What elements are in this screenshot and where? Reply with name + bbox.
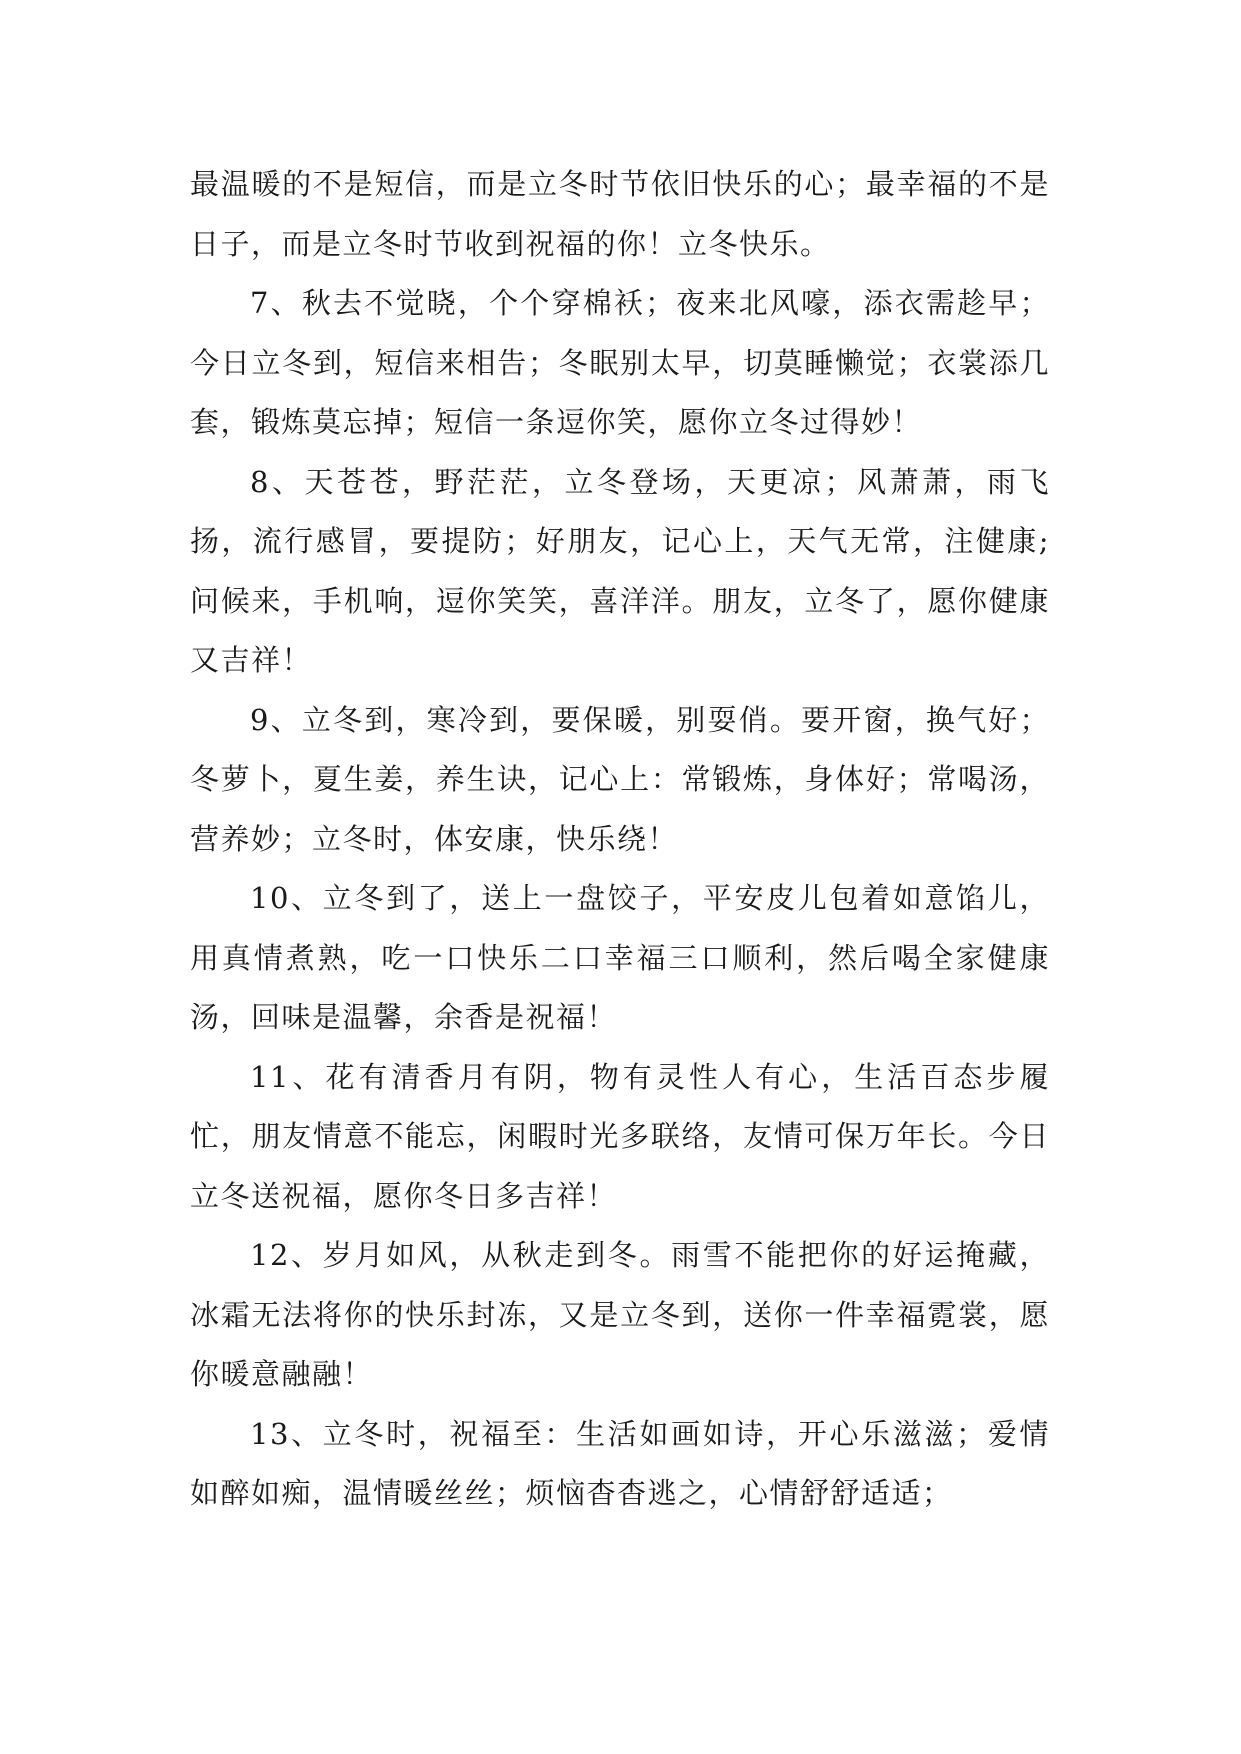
paragraph-item-8: 8、天苍苍，野茫茫，立冬登场，天更凉；风萧萧，雨飞扬，流行感冒，要提防；好朋友，记心上，天气无常，注健康;问候来，手机响，逗你笑笑，喜洋洋。朋友，立冬了，愿你健康又吉祥！ (190, 464, 1050, 677)
paragraph-item-7: 7、秋去不觉晓，个个穿棉袄；夜来北风嚎，添衣需趁早；今日立冬到，短信来相告；冬眠别太早，切莫睡懒觉；衣裳添几套，锻炼莫忘掉；短信一条逗你笑，愿你立冬过得妙！ (190, 286, 1050, 439)
paragraph-item-13: 13、立冬时，祝福至：生活如画如诗，开心乐滋滋；爱情如醉如痴，温情暖丝丝；烦恼杳杳逃之，心情舒舒适适； (190, 1416, 1050, 1510)
paragraph-item-12: 12、岁月如风，从秋走到冬。雨雪不能把你的好运掩藏，冰霜无法将你的快乐封冻，又是立冬到，送你一件幸福霓裳，愿你暖意融融！ (190, 1238, 1050, 1391)
paragraph-item-11: 11、花有清香月有阴，物有灵性人有心，生活百态步履忙，朋友情意不能忘，闲暇时光多联络，友情可保万年长。今日立冬送祝福，愿你冬日多吉祥！ (190, 1059, 1050, 1213)
document-page (190, 155, 1050, 1524)
paragraph-item-10: 10、立冬到了，送上一盘饺子，平安皮儿包着如意馅儿，用真情煮熟，吃一口快乐二口幸福三口顺利，然后喝全家健康汤，回味是温馨，余香是祝福！ (190, 881, 1050, 1034)
paragraph-continuation: 最温暖的不是短信，而是立冬时节依旧快乐的心；最幸福的不是日子，而是立冬时节收到祝福的你！立冬快乐。 (190, 167, 1050, 261)
paragraph-item-9: 9、立冬到，寒冷到，要保暖，别耍俏。要开窗，换气好；冬萝卜，夏生姜，养生诀，记心上：常锻炼，身体好；常喝汤，营养妙；立冬时，体安康，快乐绕！ (190, 702, 1050, 856)
